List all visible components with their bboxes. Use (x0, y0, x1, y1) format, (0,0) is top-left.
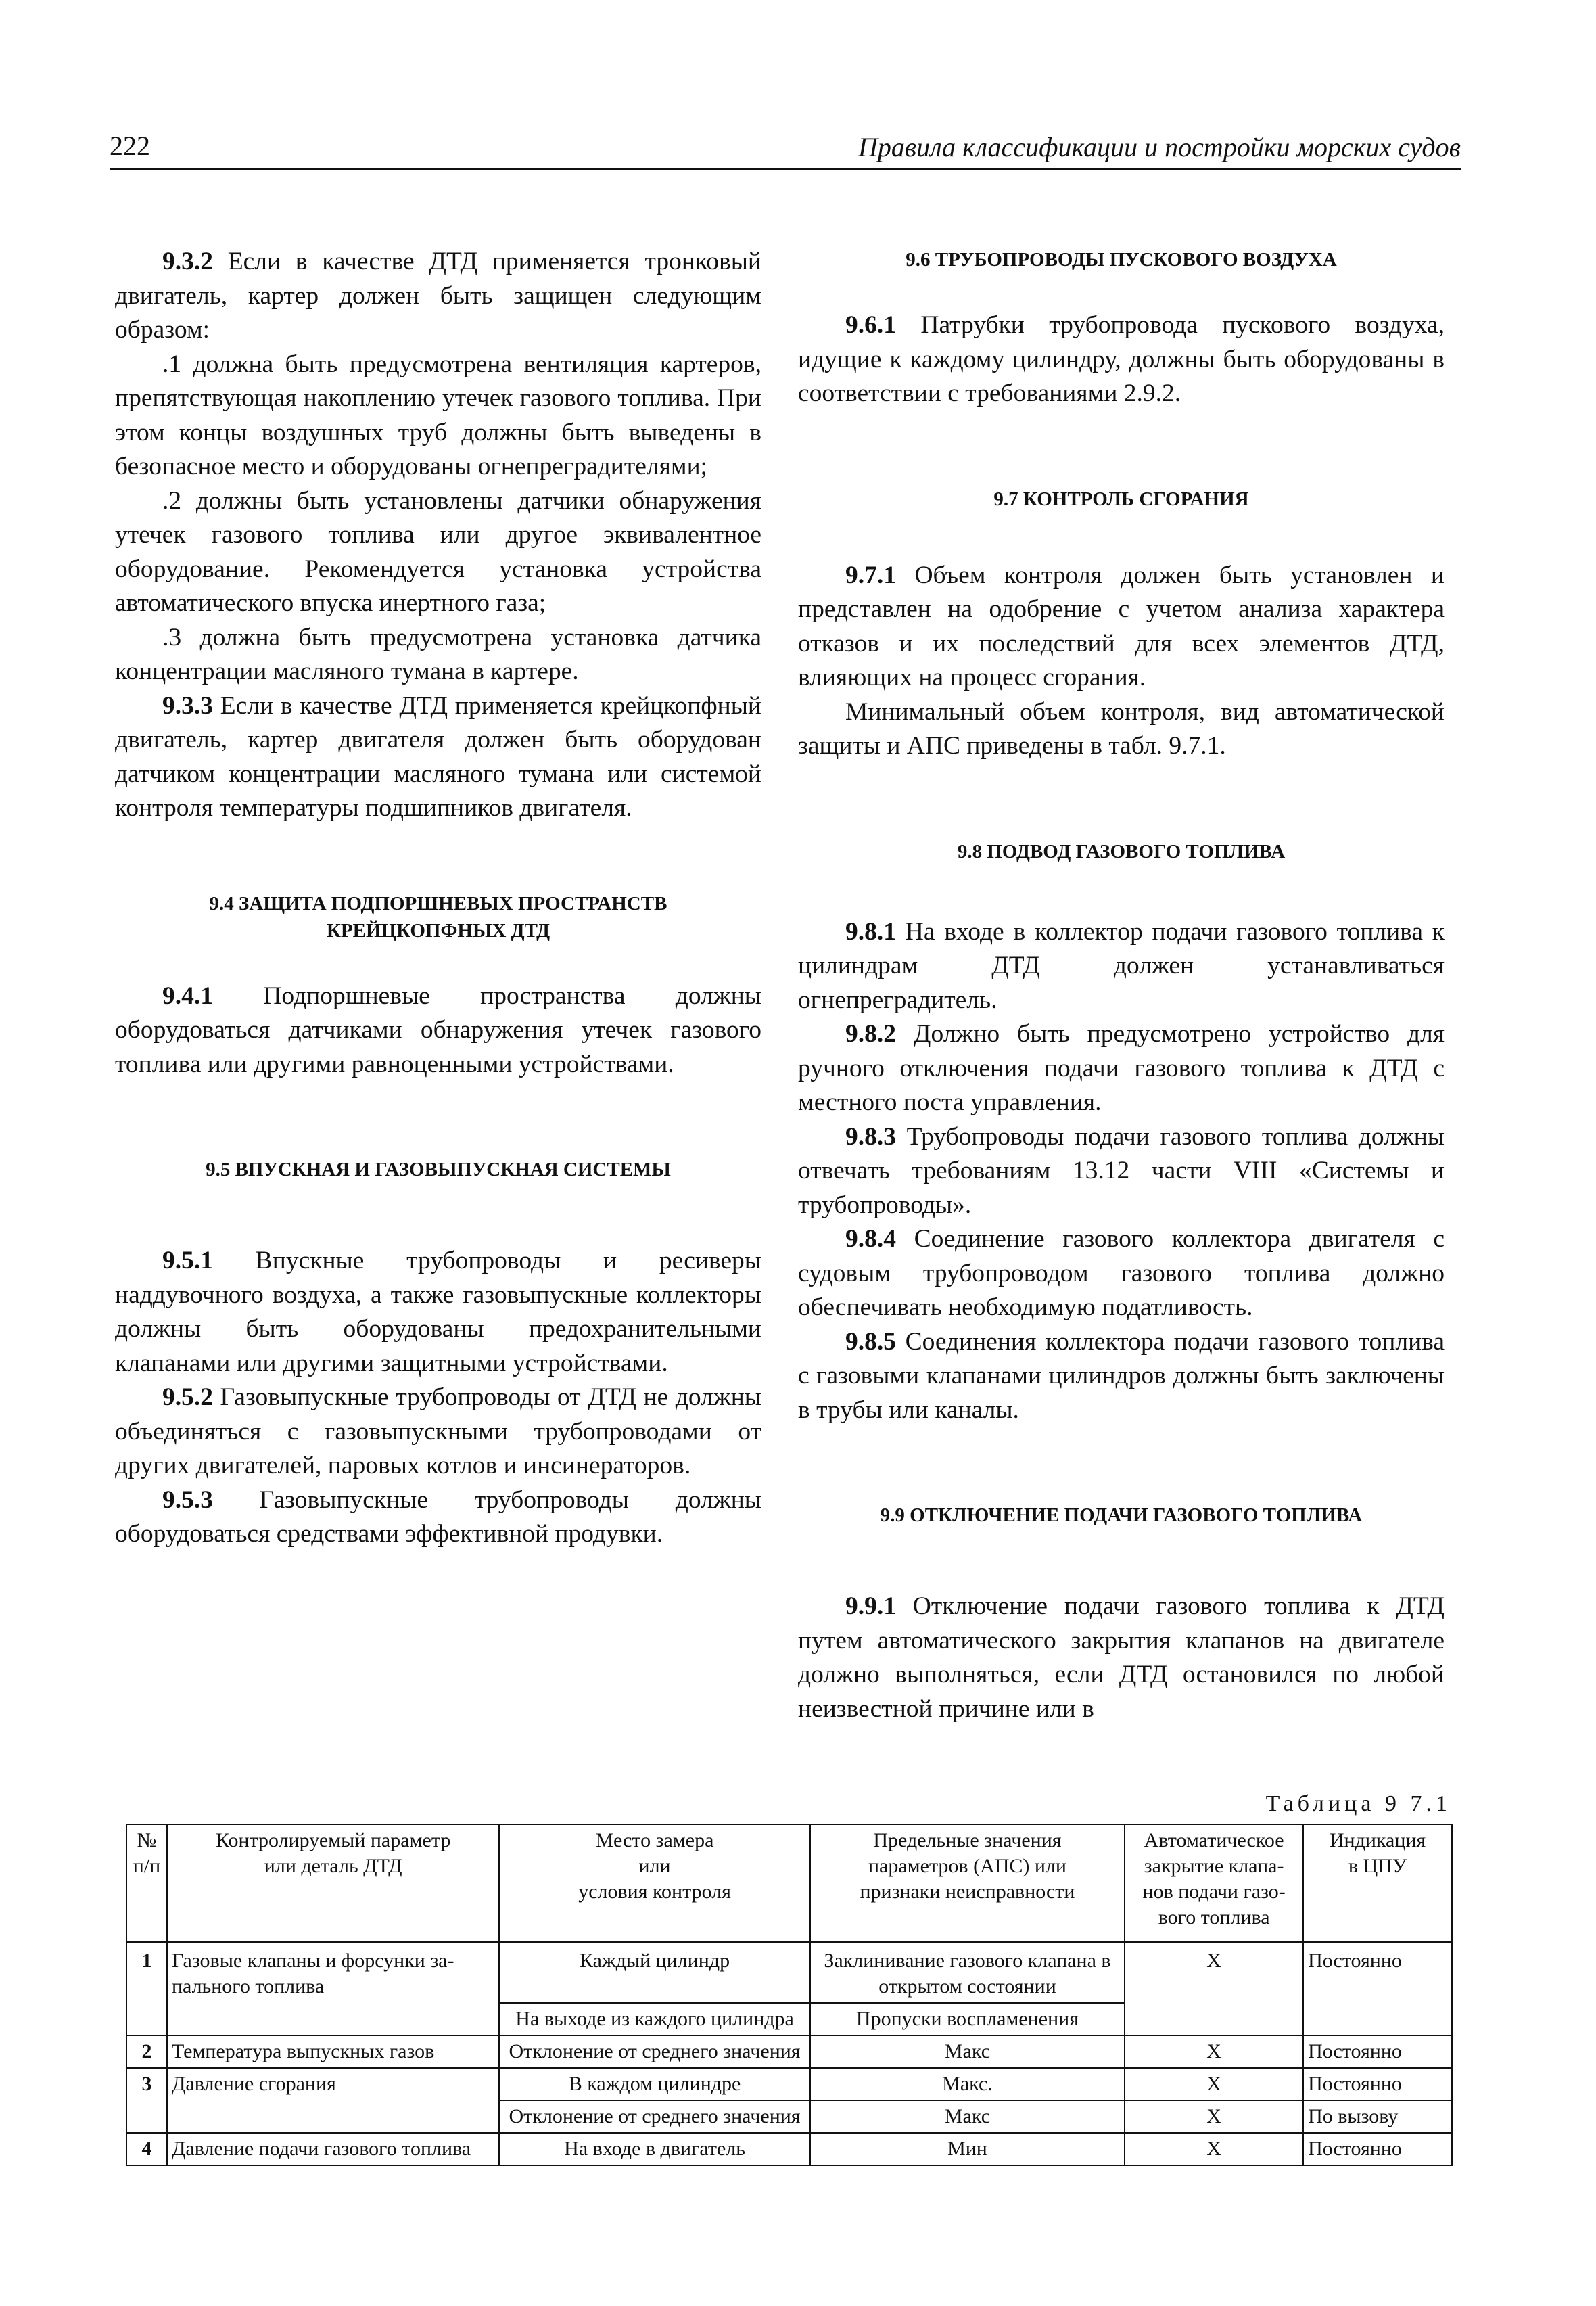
paragraph-9-3-2-item-2: .2 должны быть установлены датчики обнаружения утечек газового топлива или другое эквивалентное оборудование. Рекомендуется установка устройства автоматического впуска инертного газа; (115, 486, 761, 617)
running-title: Правила классификации и постройки морских судов (858, 132, 1461, 162)
header-limit: Предельные значения параметров (АПС) или признаки неисправности (810, 1824, 1125, 1942)
table-row: 3 Давление сгорания В каждом цилиндре Макс. X Постоянно (126, 2068, 1452, 2100)
page-header (110, 127, 1461, 170)
header-indication: Индикация в ЦПУ (1303, 1824, 1452, 1942)
paragraph-9-8-3: 9.8.3 Трубопроводы подачи газового топлива должны отвечать требованиям 13.12 части VIII «Системы и трубопроводы». (798, 1122, 1445, 1219)
section-heading-9-8: 9.8 ПОДВОД ГАЗОВОГО ТОПЛИВА (957, 840, 1286, 862)
header-parameter: Контролируемый параметр или деталь ДТД (167, 1824, 499, 1942)
paragraph-9-8-2: 9.8.2 Должно быть предусмотрено устройство для ручного отключения подачи газового топлива к ДТД с местного поста управления. (798, 1020, 1445, 1116)
table-row: Отклонение от среднего значения Макс X По вызову (126, 2100, 1452, 2133)
paragraph-9-6-1: 9.6.1 Патрубки трубопровода пускового воздуха, идущие к каждому цилиндру, должны быть оборудованы в соответствии с требованиями 2.9.2. (798, 311, 1445, 407)
paragraph-9-5-3: 9.5.3 Газовыпускные трубопроводы должны оборудоваться средствами эффективной продувки. (115, 1485, 761, 1548)
header-place: Место замера или условия контроля (499, 1824, 809, 1942)
table-row: На выходе из каждого цилиндра Пропуски воспламенения (126, 2003, 1452, 2035)
table-row: 4 Давление подачи газового топлива На входе в двигатель Мин X Постоянно (126, 2133, 1452, 2165)
paragraph-9-9-1: 9.9.1 Отключение подачи газового топлива к ДТД путем автоматического закрытия клапанов на двигателе должно выполняться, если ДТД остановился по любой неизвестной причине или в (798, 1592, 1445, 1723)
paragraph-9-5-1: 9.5.1 Впускные трубопроводы и ресиверы наддувочного воздуха, а также газовыпускные коллекторы должны быть оборудованы предохранительными клапанами или другими защитными устройствами. (115, 1247, 761, 1377)
table-row: 2 Температура выпускных газов Отклонение от среднего значения Макс X Постоянно (126, 2035, 1452, 2068)
table-caption: Таблица 9 7.1 (1265, 1791, 1451, 1816)
section-heading-9-7: 9.7 КОНТРОЛЬ СГОРАНИЯ (993, 488, 1249, 510)
paragraph-9-7-1: 9.7.1 Объем контроля должен быть установлен и представлен на одобрение с учетом анализа характера отказов и их последствий для всех элементов ДТД, влияющих на процесс сгорания. (798, 561, 1445, 691)
paragraph-9-4-1: 9.4.1 Подпоршневые пространства должны оборудоваться датчиками обнаружения утечек газового топлива или другими равноценными устройствами. (115, 982, 761, 1078)
paragraph-9-5-2: 9.5.2 Газовыпускные трубопроводы от ДТД не должны объединяться с газовыпускными трубопроводами от других двигателей, паровых котлов и инсинераторов. (115, 1383, 761, 1479)
right-column (798, 245, 1445, 1726)
table-header-row (126, 1824, 1452, 1942)
paragraph-9-8-1: 9.8.1 На входе в коллектор подачи газового топлива к цилиндрам ДТД должен устанавливаться огнепреградитель. (798, 917, 1445, 1014)
paragraph-9-3-3: 9.3.3 Если в качестве ДТД применяется крейцкопфный двигатель, картер двигателя должен быть оборудован датчиком концентрации масляного тумана или системой контроля температуры подшипников двигателя. (115, 691, 761, 822)
paragraph-9-8-4: 9.8.4 Соединение газового коллектора двигателя с судовым трубопроводом газового топлива должно обеспечивать необходимую податливость. (798, 1225, 1445, 1321)
page-number: 222 (110, 131, 150, 161)
paragraph-9-7-1-b: Минимальный объем контроля, вид автоматической защиты и АПС приведены в табл. 9.7.1. (798, 697, 1445, 760)
section-heading-9-9: 9.9 ОТКЛЮЧЕНИЕ ПОДАЧИ ГАЗОВОГО ТОПЛИВА (880, 1504, 1363, 1526)
section-heading-9-6: 9.6 ТРУБОПРОВОДЫ ПУСКОВОГО ВОЗДУХА (906, 249, 1337, 271)
header-number: № п/п (126, 1824, 167, 1942)
header-auto-close: Автоматическое закрытие клапа- нов подачи газо- вого топлива (1125, 1824, 1303, 1942)
paragraph-9-3-2-item-1: .1 должна быть предусмотрена вентиляция картеров, препятствующая накоплению утечек газового топлива. При этом концы воздушных труб должны быть выведены в безопасное место и оборудованы огнепреградителями; (115, 350, 761, 480)
monitoring-table (126, 1824, 1453, 2166)
section-heading-9-4: 9.4 ЗАЩИТА ПОДПОРШНЕВЫХ ПРОСТРАНСТВ КРЕЙЦКОПФНЫХ ДТД (209, 892, 667, 942)
section-heading-9-5: 9.5 ВПУСКНАЯ И ГАЗОВЫПУСКНАЯ СИСТЕМЫ (206, 1159, 671, 1180)
paragraph-9-8-5: 9.8.5 Соединения коллектора подачи газового топлива с газовыми клапанами цилиндров должны быть заключены в трубы или каналы. (798, 1327, 1445, 1424)
left-column (115, 245, 761, 1552)
paragraph-9-3-2-item-3: .3 должна быть предусмотрена установка датчика концентрации масляного тумана в картере. (115, 623, 761, 685)
table-row: 1 Газовые клапаны и форсунки запального топлива Каждый цилиндр Заклинивание газового клапана в открытом состоянии X Постоянно (126, 1942, 1452, 2003)
paragraph-9-3-2: 9.3.2 Если в качестве ДТД применяется тронковый двигатель, картер должен быть защищен следующим образом: (115, 248, 761, 344)
